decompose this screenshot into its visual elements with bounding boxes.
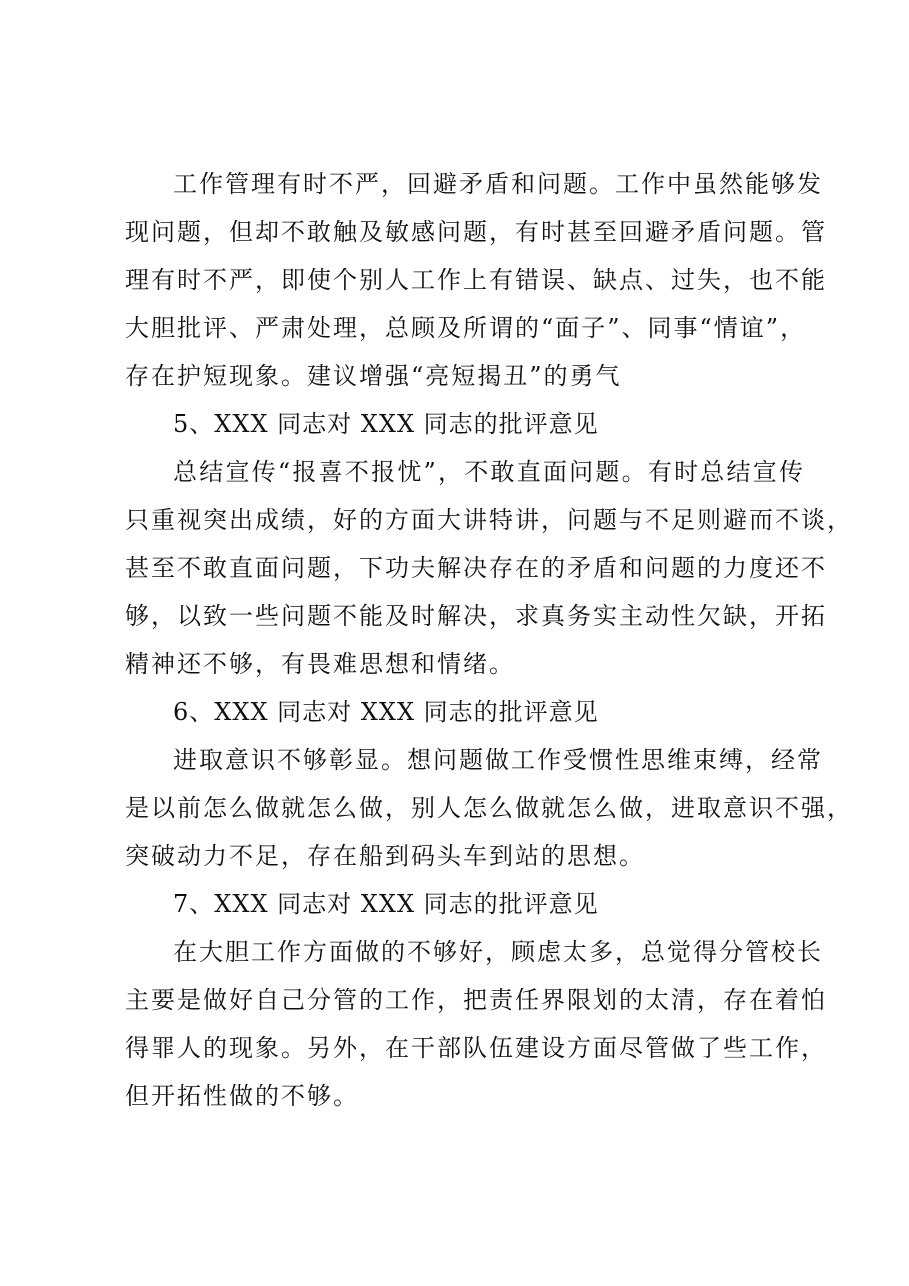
- paragraph-line: 够，以致一些问题不能及时解决，求真务实主动性欠缺，开拓: [125, 602, 827, 630]
- section-heading-6: 6、XXX 同志对 XXX 同志的批评意见: [173, 698, 599, 726]
- paragraph-line: 只重视突出成绩，好的方面大讲特讲，问题与不足则避而不谈，: [125, 506, 853, 534]
- paragraph-line: 总结宣传“报喜不报忧”，不敢直面问题。有时总结宣传: [173, 458, 805, 486]
- paragraph-line: 工作管理有时不严，回避矛盾和问题。工作中虽然能够发: [173, 170, 823, 198]
- document-body: [125, 160, 853, 1120]
- section-heading-7: 7、XXX 同志对 XXX 同志的批评意见: [173, 890, 599, 918]
- paragraph-line: 现问题，但却不敢触及敏感问题，有时甚至回避矛盾问题。管: [125, 218, 827, 246]
- paragraph-line: 精神还不够，有畏难思想和情绪。: [125, 650, 515, 678]
- paragraph-line: 突破动力不足，存在船到码头车到站的思想。: [125, 842, 645, 870]
- paragraph-4: [125, 928, 827, 1120]
- paragraph-1: [125, 160, 827, 400]
- paragraph-line: 进取意识不够彰显。想问题做工作受惯性思维束缚，经常: [173, 746, 823, 774]
- paragraph-line: 但开拓性做的不够。: [125, 1082, 359, 1110]
- paragraph-line: 是以前怎么做就怎么做，别人怎么做就怎么做，进取意识不强，: [125, 794, 853, 822]
- paragraph-line: 得罪人的现象。另外，在干部队伍建设方面尽管做了些工作，: [125, 1034, 827, 1062]
- paragraph-3: [125, 736, 853, 880]
- paragraph-line: 在大胆工作方面做的不够好，顾虑太多，总觉得分管校长: [173, 938, 823, 966]
- paragraph-line: 主要是做好自己分管的工作，把责任界限划的太清，存在着怕: [125, 986, 827, 1014]
- paragraph-line: 存在护短现象。建议增强“亮短揭丑”的勇气: [125, 362, 622, 390]
- paragraph-line: 理有时不严，即使个别人工作上有错误、缺点、过失，也不能: [125, 266, 827, 294]
- section-heading-5: 5、XXX 同志对 XXX 同志的批评意见: [173, 410, 599, 438]
- paragraph-line: 甚至不敢直面问题，下功夫解决存在的矛盾和问题的力度还不: [125, 554, 827, 582]
- paragraph-2: [125, 448, 853, 688]
- paragraph-line: 大胆批评、严肃处理，总顾及所谓的“面子”、同事“情谊”，: [125, 314, 807, 342]
